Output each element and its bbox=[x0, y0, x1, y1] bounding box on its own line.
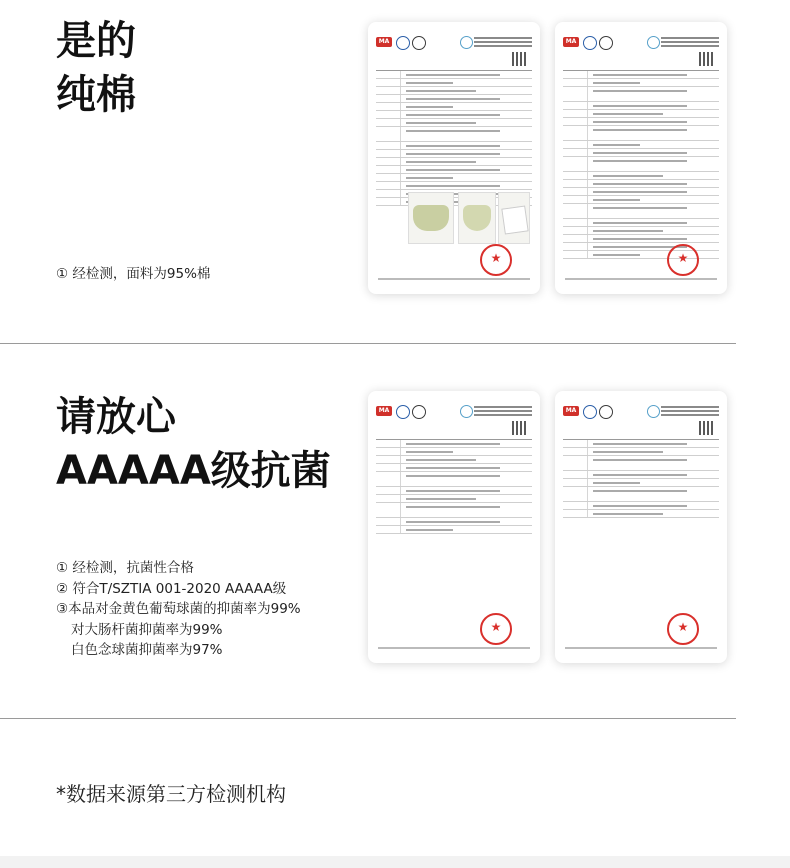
qr-code-icon bbox=[699, 52, 713, 66]
report-header bbox=[376, 403, 532, 425]
lab-name-lines bbox=[661, 406, 719, 418]
lab-logo-icon bbox=[647, 405, 660, 418]
certification-seal-icon bbox=[583, 405, 597, 419]
red-stamp-icon bbox=[480, 244, 512, 276]
cma-logo-icon: MA bbox=[563, 406, 579, 416]
test-report-card-fabric-page1 bbox=[368, 22, 540, 294]
briefs-image bbox=[463, 205, 491, 231]
sample-photo bbox=[458, 192, 496, 244]
section1-title-line2: 纯棉 bbox=[56, 72, 136, 118]
sample-photo bbox=[408, 192, 454, 244]
lab-logo-icon bbox=[460, 36, 473, 49]
section1-note: ① 经检测，面料为95%棉 bbox=[56, 266, 211, 282]
section-divider bbox=[0, 343, 736, 344]
report-footer-line bbox=[565, 278, 717, 280]
cma-logo-icon: MA bbox=[376, 406, 392, 416]
lab-name-lines bbox=[661, 37, 719, 49]
red-stamp-icon bbox=[667, 613, 699, 645]
certification-seal-icon bbox=[599, 36, 613, 50]
report-header bbox=[563, 34, 719, 56]
cma-logo-icon: MA bbox=[376, 37, 392, 47]
lab-name-lines bbox=[474, 37, 532, 49]
section2-note-item: ① 经检测，抗菌性合格 bbox=[56, 560, 194, 576]
red-stamp-icon bbox=[480, 613, 512, 645]
certification-seal-icon bbox=[583, 36, 597, 50]
section1-title-line1: 是的 bbox=[56, 18, 136, 64]
report-table bbox=[563, 70, 719, 259]
data-source-note: *数据来源第三方检测机构 bbox=[56, 782, 286, 806]
lab-logo-icon bbox=[460, 405, 473, 418]
certification-seal-icon bbox=[396, 405, 410, 419]
test-report-card-antibacterial-page2 bbox=[555, 391, 727, 663]
qr-code-icon bbox=[512, 421, 526, 435]
report-footer-line bbox=[378, 278, 530, 280]
section2-sub-note: 白色念球菌抑菌率为97% bbox=[71, 642, 223, 658]
certification-seal-icon bbox=[396, 36, 410, 50]
report-table bbox=[376, 70, 532, 206]
report-table bbox=[376, 439, 532, 534]
section2-note-item: ③本品对金黄色葡萄球菌的抑菌率为99% bbox=[56, 601, 301, 617]
section2-title-line2: AAAAA级抗菌 bbox=[56, 448, 331, 494]
certification-seal-icon bbox=[412, 405, 426, 419]
report-footer-line bbox=[378, 647, 530, 649]
section2-sub-note: 对大肠杆菌抑菌率为99% bbox=[71, 621, 223, 638]
test-report-card-antibacterial-page1 bbox=[368, 391, 540, 663]
report-header bbox=[376, 34, 532, 56]
qr-code-icon bbox=[512, 52, 526, 66]
cma-logo-icon: MA bbox=[563, 37, 579, 47]
briefs-image bbox=[413, 205, 449, 231]
section2-title-line1: 请放心 bbox=[56, 394, 176, 440]
report-footer-line bbox=[565, 647, 717, 649]
certification-seal-icon bbox=[412, 36, 426, 50]
lab-logo-icon bbox=[647, 36, 660, 49]
report-table bbox=[563, 439, 719, 518]
test-report-card-fabric-page2 bbox=[555, 22, 727, 294]
lab-name-lines bbox=[474, 406, 532, 418]
section2-note-item: ② 符合T/SZTIA 001-2020 AAAAA级 bbox=[56, 580, 287, 597]
fabric-swatch-image bbox=[501, 205, 528, 234]
qr-code-icon bbox=[699, 421, 713, 435]
red-stamp-icon bbox=[667, 244, 699, 276]
section2-notes bbox=[56, 558, 301, 661]
sample-photo bbox=[498, 192, 530, 244]
section-divider bbox=[0, 718, 736, 719]
bottom-band bbox=[0, 856, 790, 868]
certification-seal-icon bbox=[599, 405, 613, 419]
sample-photos bbox=[378, 192, 532, 244]
report-header bbox=[563, 403, 719, 425]
